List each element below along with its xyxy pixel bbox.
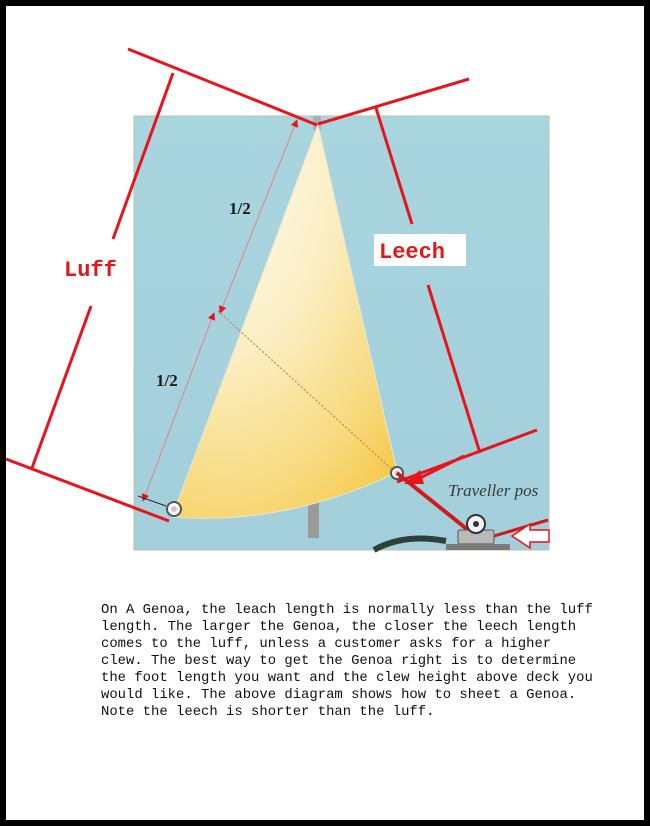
traveller-track: [446, 544, 510, 550]
page: [6, 6, 644, 820]
luff-label: Luff: [64, 258, 117, 283]
luff-dimension-top-extension: [128, 49, 317, 125]
genoa-sail-diagram: [6, 6, 644, 566]
traveller-sheave-hub: [473, 521, 479, 527]
genoa-description: On A Genoa, the leach length is normally less than the luff length. The larger the Genoa, the closer the leech length comes to the luff, unless a customer asks for a higher clew. The best way to get the Genoa right is to determine the foot length you want and the clew height above deck you would like. The above diagram shows how to sheet a Genoa. Note the leech is shorter than the luff.: [101, 602, 593, 720]
traveller-label: Traveller pos: [448, 481, 539, 500]
tack-grommet-inner: [171, 506, 177, 512]
leech-label: Leech: [379, 240, 446, 265]
lower-half-label: 1/2: [156, 371, 178, 390]
upper-half-label: 1/2: [229, 199, 251, 218]
luff-dimension-lower: [32, 306, 91, 468]
